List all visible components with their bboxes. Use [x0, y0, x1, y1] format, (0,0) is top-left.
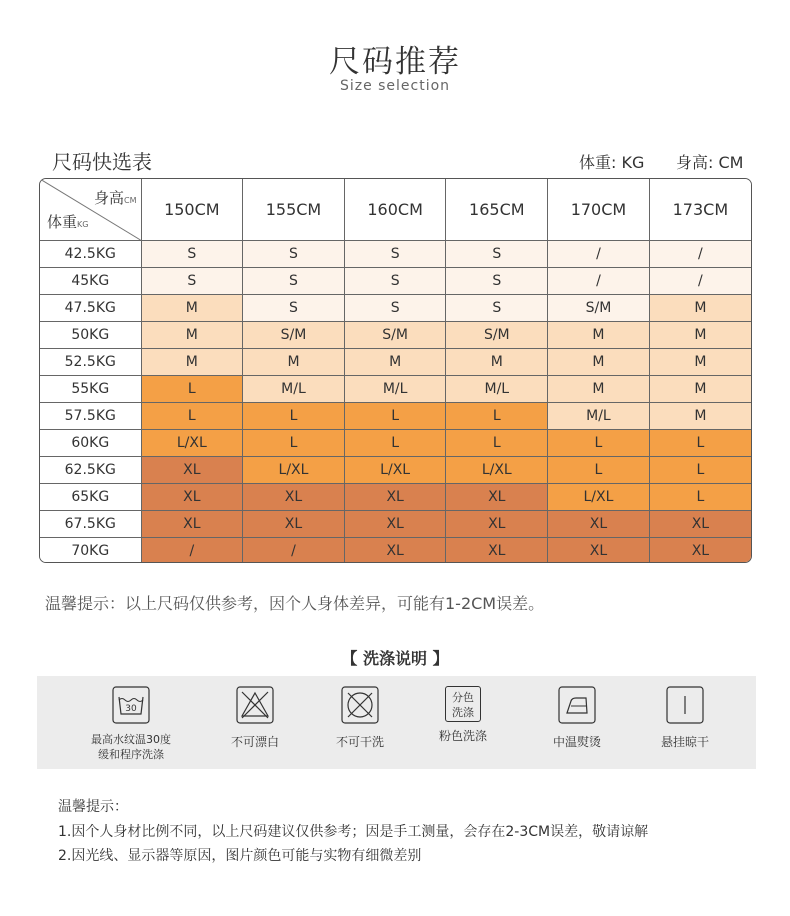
size-cell: L — [141, 403, 243, 430]
size-cell: L — [548, 457, 650, 484]
size-cell: L/XL — [141, 430, 243, 457]
size-cell: L — [446, 430, 548, 457]
size-cell: XL — [344, 538, 446, 564]
size-cell: S/M — [446, 322, 548, 349]
page-title: 尺码推荐 — [329, 44, 461, 80]
size-cell: S — [344, 295, 446, 322]
size-row — [40, 511, 751, 538]
size-cell: M — [141, 295, 243, 322]
size-cell: / — [649, 241, 751, 268]
size-table — [39, 178, 752, 563]
corner-weight-label — [47, 211, 88, 232]
size-cell: M — [243, 349, 345, 376]
size-row — [40, 241, 751, 268]
size-cell: S — [141, 268, 243, 295]
size-cell: L — [649, 430, 751, 457]
size-cell: / — [548, 268, 650, 295]
size-cell: L/XL — [446, 457, 548, 484]
iron-label: 中温熨烫 — [552, 735, 601, 749]
size-cell: L/XL — [344, 457, 446, 484]
corner-height-text: 身高 — [93, 189, 124, 207]
size-cell: / — [548, 241, 650, 268]
no-bleach-label: 不可漂白 — [230, 735, 279, 749]
size-cell: S — [243, 268, 345, 295]
size-cell: S — [344, 268, 446, 295]
size-cell: M — [649, 349, 751, 376]
size-cell: XL — [649, 511, 751, 538]
column-header-150: 150CM — [141, 179, 243, 241]
size-cell: / — [243, 538, 345, 564]
size-cell: M — [141, 322, 243, 349]
size-cell: M/L — [446, 376, 548, 403]
size-cell: M — [548, 349, 650, 376]
size-cell: / — [141, 538, 243, 564]
size-cell: S — [141, 241, 243, 268]
hang-dry-label: 悬挂晾干 — [660, 735, 709, 749]
size-cell: XL — [243, 511, 345, 538]
no-dryclean-icon — [341, 686, 379, 724]
column-header-155: 155CM — [243, 179, 345, 241]
weight-cell: 70KG — [40, 538, 141, 564]
size-cell: S — [243, 295, 345, 322]
size-cell: M — [649, 322, 751, 349]
size-cell: XL — [344, 511, 446, 538]
weight-cell: 55KG — [40, 376, 141, 403]
corner-weight-text: 体重 — [47, 213, 78, 231]
size-cell: M — [649, 376, 751, 403]
table-title: 尺码快选表 — [52, 150, 152, 174]
color-wash-icon-line1: 分色 — [452, 691, 474, 704]
size-cell: L — [649, 484, 751, 511]
weight-cell: 62.5KG — [40, 457, 141, 484]
color-wash-item — [423, 686, 503, 744]
column-header-170: 170CM — [548, 179, 650, 241]
size-row — [40, 538, 751, 564]
tips-line-2: 2.因光线、显示器等原因，图片颜色可能与实物有细微差别 — [58, 848, 422, 864]
size-row — [40, 295, 751, 322]
size-cell: L/XL — [243, 457, 345, 484]
size-cell: L — [141, 376, 243, 403]
size-cell: XL — [141, 511, 243, 538]
color-wash-icon-line2: 洗涤 — [452, 706, 474, 719]
corner-weight-unit: KG — [77, 220, 89, 229]
no-dryclean-item — [320, 686, 400, 750]
corner-height-unit: CM — [124, 196, 137, 205]
color-wash-label: 粉色洗涤 — [438, 729, 487, 743]
size-cell: L — [344, 403, 446, 430]
size-cell: M — [649, 295, 751, 322]
unit-weight-label: 体重: KG — [579, 153, 645, 172]
corner-height-label — [94, 187, 137, 208]
wash-temp-line1: 最高水纹温30度 — [91, 733, 171, 746]
size-cell: XL — [548, 511, 650, 538]
wash-section-title: 【 洗涤说明 】 — [341, 649, 449, 668]
size-cell: M/L — [344, 376, 446, 403]
tips-line-1: 1.因个人身材比例不同，以上尺码建议仅供参考；因是手工测量，会存在2-3CM误差，敬请谅解 — [58, 824, 649, 840]
size-row — [40, 457, 751, 484]
size-cell: XL — [141, 484, 243, 511]
size-cell: M/L — [548, 403, 650, 430]
size-cell: XL — [344, 484, 446, 511]
size-cell: XL — [649, 538, 751, 564]
iron-item — [537, 686, 617, 750]
no-dryclean-label: 不可干洗 — [335, 735, 384, 749]
size-cell: L — [243, 403, 345, 430]
size-cell: M — [548, 376, 650, 403]
size-cell: L — [649, 457, 751, 484]
column-header-165: 165CM — [446, 179, 548, 241]
size-cell: M — [649, 403, 751, 430]
size-cell: XL — [446, 484, 548, 511]
weight-cell: 60KG — [40, 430, 141, 457]
size-cell: L — [548, 430, 650, 457]
weight-cell: 67.5KG — [40, 511, 141, 538]
size-row — [40, 484, 751, 511]
weight-cell: 57.5KG — [40, 403, 141, 430]
wash-temp-line2: 缓和程序洗涤 — [98, 748, 164, 761]
size-cell: XL — [141, 457, 243, 484]
size-cell: M — [446, 349, 548, 376]
size-note: 温馨提示：以上尺码仅供参考，因个人身体差异，可能有1-2CM误差。 — [45, 594, 545, 613]
weight-cell: 52.5KG — [40, 349, 141, 376]
hang-dry-icon — [666, 686, 704, 724]
size-row — [40, 349, 751, 376]
size-cell: M — [141, 349, 243, 376]
no-bleach-icon — [236, 686, 274, 724]
table-corner-cell — [40, 179, 141, 241]
size-row — [40, 322, 751, 349]
wash-temp-value: 30 — [125, 704, 137, 714]
size-cell: S — [243, 241, 345, 268]
size-cell: S — [446, 295, 548, 322]
weight-cell: 45KG — [40, 268, 141, 295]
size-cell: L — [446, 403, 548, 430]
size-cell: M/L — [243, 376, 345, 403]
wash-temp-item — [71, 686, 191, 762]
size-cell: / — [649, 268, 751, 295]
size-cell: S/M — [548, 295, 650, 322]
wash-instructions-panel — [37, 676, 756, 769]
size-row — [40, 430, 751, 457]
tips-title: 温馨提示： — [58, 799, 128, 815]
page-subtitle: Size selection — [339, 78, 451, 94]
size-table-body — [40, 241, 751, 564]
size-cell: M — [344, 349, 446, 376]
hang-dry-item — [645, 686, 725, 750]
size-cell: L/XL — [548, 484, 650, 511]
size-row — [40, 268, 751, 295]
size-cell: XL — [243, 484, 345, 511]
size-cell: XL — [446, 511, 548, 538]
weight-cell: 50KG — [40, 322, 141, 349]
size-cell: L — [243, 430, 345, 457]
size-cell: S/M — [344, 322, 446, 349]
size-row — [40, 403, 751, 430]
size-cell: S — [446, 268, 548, 295]
size-cell: XL — [446, 538, 548, 564]
size-cell: XL — [548, 538, 650, 564]
wash-temp-label — [71, 732, 191, 762]
size-table-header-row — [40, 179, 751, 241]
size-cell: S — [344, 241, 446, 268]
no-bleach-item — [215, 686, 295, 750]
weight-cell: 47.5KG — [40, 295, 141, 322]
column-header-160: 160CM — [344, 179, 446, 241]
size-cell: M — [548, 322, 650, 349]
weight-cell: 65KG — [40, 484, 141, 511]
size-cell: L — [344, 430, 446, 457]
size-cell: S — [446, 241, 548, 268]
size-row — [40, 376, 751, 403]
iron-icon — [558, 686, 596, 724]
unit-height-label: 身高: CM — [676, 153, 744, 172]
wash-30-icon — [112, 686, 150, 724]
column-header-173: 173CM — [649, 179, 751, 241]
weight-cell: 42.5KG — [40, 241, 141, 268]
size-cell: S/M — [243, 322, 345, 349]
color-wash-icon — [445, 686, 481, 722]
